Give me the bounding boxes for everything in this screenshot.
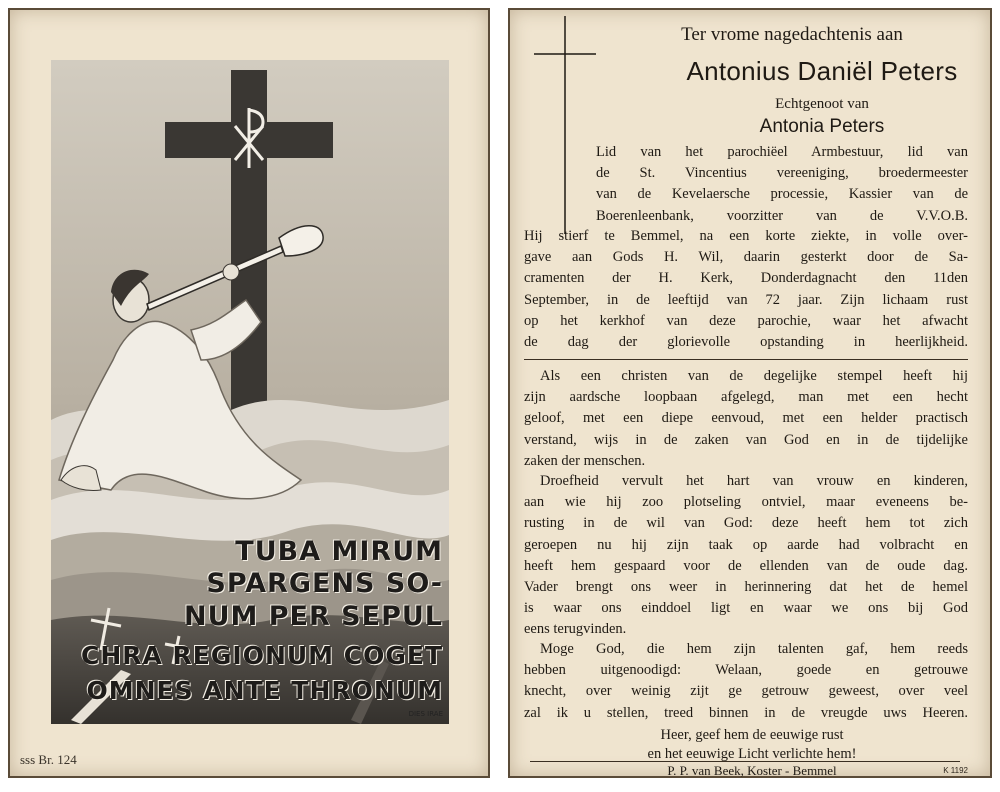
printer-credit: P. P. van Beek, Koster - Bemmel — [667, 763, 837, 778]
text-line: cramenten der H. Kerk, Donderdagnacht den 11den — [524, 270, 968, 287]
text-line: Vader brengt ons weer in herinnering dat het de hemel — [524, 579, 968, 596]
text-line: de dag der glorievolle opstanding in heerlijkheid. — [524, 334, 968, 351]
spouse-intro: Echtgenoot van — [775, 96, 869, 112]
character-paragraph — [524, 366, 968, 472]
text-line: Als een christen van de degelijke stempel heeft hij — [540, 368, 968, 384]
divider-line — [524, 359, 968, 360]
text-line: verstand, wijs in de zaken van God en in de tijdelijke — [524, 431, 968, 448]
roles-paragraph — [596, 142, 968, 227]
text-line: heeft hem gespaard voor de ellenden van de oude dag. — [524, 557, 968, 574]
death-paragraph — [524, 226, 968, 353]
text-line: gave aan Gods H. Wil, daarin gesterkt door de Sa- — [524, 249, 968, 266]
angel-trumpet-artwork — [51, 60, 449, 724]
text-line: van de Kevelaersche processie, Kassier van de — [596, 186, 968, 203]
artist-signature: DIES IRAE — [408, 710, 443, 718]
spouse-name: Antonia Peters — [759, 116, 885, 137]
latin-line-4: CHRA REGIONUM COGET — [80, 641, 443, 670]
latin-line-5: OMNES ANTE THRONUM — [86, 676, 443, 705]
text-line: Moge God, die hem zijn talenten gaf, hem reeds — [540, 641, 968, 657]
text-line: zal ik u stellen, treed binnen in de vreugde uws Heeren. — [524, 704, 968, 721]
text-line: geroepen nu hij zijn taak op aarde had volbracht en — [524, 536, 968, 553]
card-code-right: K 1192 — [943, 766, 968, 775]
prayer-card-front — [8, 8, 490, 778]
text-line: zijn aardsche loopbaan afgelegd, man met een hecht — [524, 389, 968, 406]
divider-line — [530, 761, 960, 762]
latin-line-3: NUM PER SEPUL — [183, 601, 443, 632]
text-line: rusting in de wil van God: deze heeft hem tot zich — [524, 515, 968, 532]
latin-line-1: TUBA MIRUM — [235, 536, 443, 567]
text-line: de St. Vincentius vereeniging, broedermeester — [596, 165, 968, 182]
card-code-left: sss Br. 124 — [20, 752, 77, 767]
prayer-line-2: en het eeuwige Licht verlichte hem! — [647, 746, 857, 762]
text-line: eens terugvinden. — [524, 621, 627, 638]
text-line: knecht, over weinig zijt ge getrouw geweest, over veel — [524, 683, 968, 700]
grief-paragraph — [524, 471, 968, 641]
blessing-paragraph — [524, 639, 968, 724]
text-line: geloof, met een diepe eenvoud, met een helder practisch — [524, 410, 968, 427]
text-line: hebben uitgenoodigd: Welaan, goede en getrouwe — [524, 662, 968, 679]
text-line: September, in de leeftijd van 72 jaar. Zijn lichaam rust — [524, 291, 968, 308]
memorial-intro: Ter vrome nagedachtenis aan — [681, 24, 903, 45]
prayer-line-1: Heer, geef hem de eeuwige rust — [660, 727, 844, 743]
text-line: aan wie hij zoo plotseling ontviel, maar eveneens be- — [524, 494, 968, 511]
text-line: Hij stierf te Bemmel, na een korte ziekte, in volle over- — [524, 228, 968, 244]
text-line: Lid van het parochiëel Armbestuur, lid van — [596, 144, 968, 160]
text-line: is waar ons einddoel ligt en waar we ons bij God — [524, 600, 968, 617]
latin-line-2: SPARGENS SO- — [206, 568, 443, 599]
prayer-card-back — [508, 8, 992, 778]
text-line: zaken der menschen. — [524, 452, 646, 469]
text-line: Boerenleenbank, voorzitter van de V.V.O.B. — [596, 207, 968, 224]
text-line: Droefheid vervult het hart van vrouw en kinderen, — [540, 473, 968, 489]
text-line: op het kerkhof van deze parochie, waar het afwacht — [524, 312, 968, 329]
deceased-name: Antonius Daniël Peters — [686, 56, 958, 86]
